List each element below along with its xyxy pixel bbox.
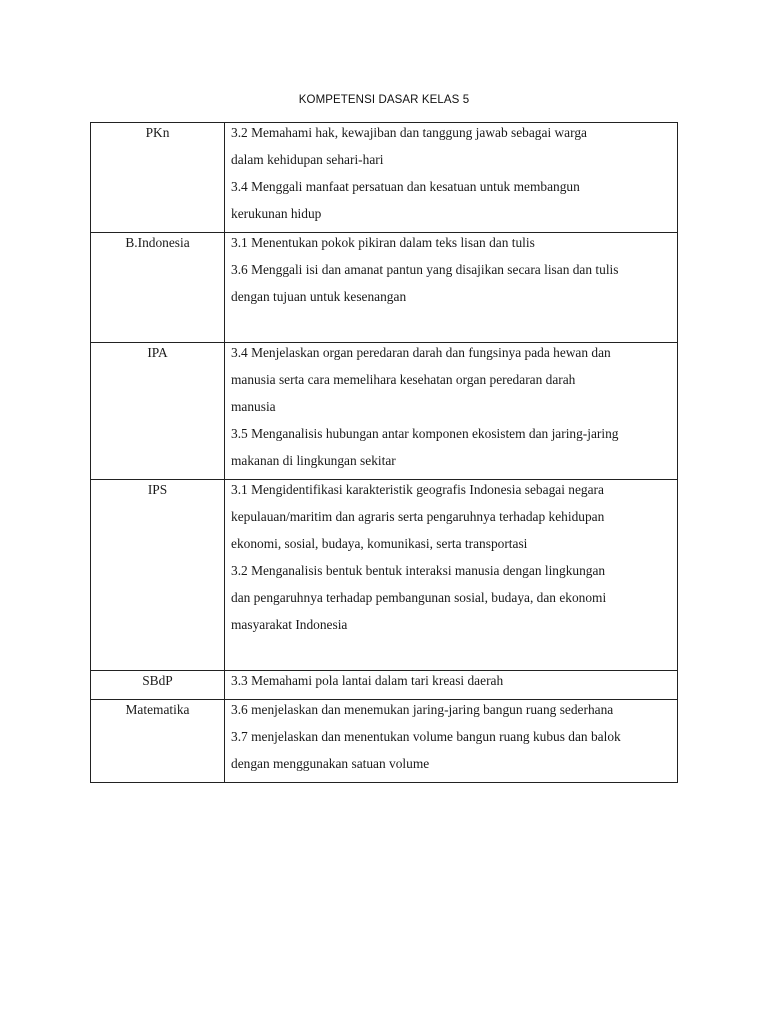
competency-line: dengan tujuan untuk kesenangan (231, 289, 407, 304)
competency-line: 3.1 Mengidentifikasi karakteristik geografis Indonesia sebagai negara (231, 482, 604, 497)
competency-line: 3.2 Menganalisis bentuk bentuk interaksi manusia dengan lingkungan (231, 563, 606, 578)
competency-line: kepulauan/maritim dan agraris serta pengaruhnya terhadap kehidupan (231, 509, 605, 524)
table-row-bindonesia (91, 233, 678, 343)
competency-cell (225, 671, 678, 700)
competency-line: 3.1 Menentukan pokok pikiran dalam teks lisan dan tulis (231, 235, 535, 250)
competency-cell (225, 123, 678, 233)
competency-line: dan pengaruhnya terhadap pembangunan sosial, budaya, dan ekonomi (231, 590, 607, 605)
subject-cell: PKn (91, 123, 225, 233)
competency-line: kerukunan hidup (231, 206, 322, 221)
table-row-ipa (91, 343, 678, 480)
competency-line: dengan menggunakan satuan volume (231, 756, 430, 771)
competency-line: dalam kehidupan sehari-hari (231, 152, 384, 167)
competency-line: manusia serta cara memelihara kesehatan organ peredaran darah (231, 372, 576, 387)
competency-table (90, 122, 678, 783)
blank-line (231, 315, 671, 342)
document-title: KOMPETENSI DASAR KELAS 5 (298, 94, 470, 106)
subject-cell: IPS (91, 480, 225, 671)
competency-line: 3.4 Menjelaskan organ peredaran darah dan fungsinya pada hewan dan (231, 345, 611, 360)
competency-cell (225, 480, 678, 671)
competency-line: manusia (231, 399, 276, 414)
table-row-matematika (91, 700, 678, 783)
competency-line: 3.7 menjelaskan dan menentukan volume bangun ruang kubus dan balok (231, 729, 621, 744)
competency-line: 3.6 Menggali isi dan amanat pantun yang disajikan secara lisan dan tulis (231, 262, 619, 277)
subject-cell: Matematika (91, 700, 225, 783)
subject-cell: IPA (91, 343, 225, 480)
table-row-ips (91, 480, 678, 671)
competency-line: 3.2 Memahami hak, kewajiban dan tanggung jawab sebagai warga (231, 125, 587, 140)
competency-line: 3.3 Memahami pola lantai dalam tari kreasi daerah (231, 673, 504, 688)
table-row-pkn (91, 123, 678, 233)
competency-line: 3.5 Menganalisis hubungan antar komponen ekosistem dan jaring-jaring (231, 426, 619, 441)
subject-cell: SBdP (91, 671, 225, 700)
competency-line: masyarakat Indonesia (231, 617, 348, 632)
competency-cell (225, 343, 678, 480)
competency-line: 3.4 Menggali manfaat persatuan dan kesatuan untuk membangun (231, 179, 580, 194)
competency-line: ekonomi, sosial, budaya, komunikasi, serta transportasi (231, 536, 528, 551)
blank-line (231, 643, 671, 670)
competency-line: makanan di lingkungan sekitar (231, 453, 396, 468)
competency-line: 3.6 menjelaskan dan menemukan jaring-jaring bangun ruang sederhana (231, 702, 614, 717)
subject-cell: B.Indonesia (91, 233, 225, 343)
table-row-sbdp (91, 671, 678, 700)
competency-cell (225, 700, 678, 783)
competency-cell (225, 233, 678, 343)
